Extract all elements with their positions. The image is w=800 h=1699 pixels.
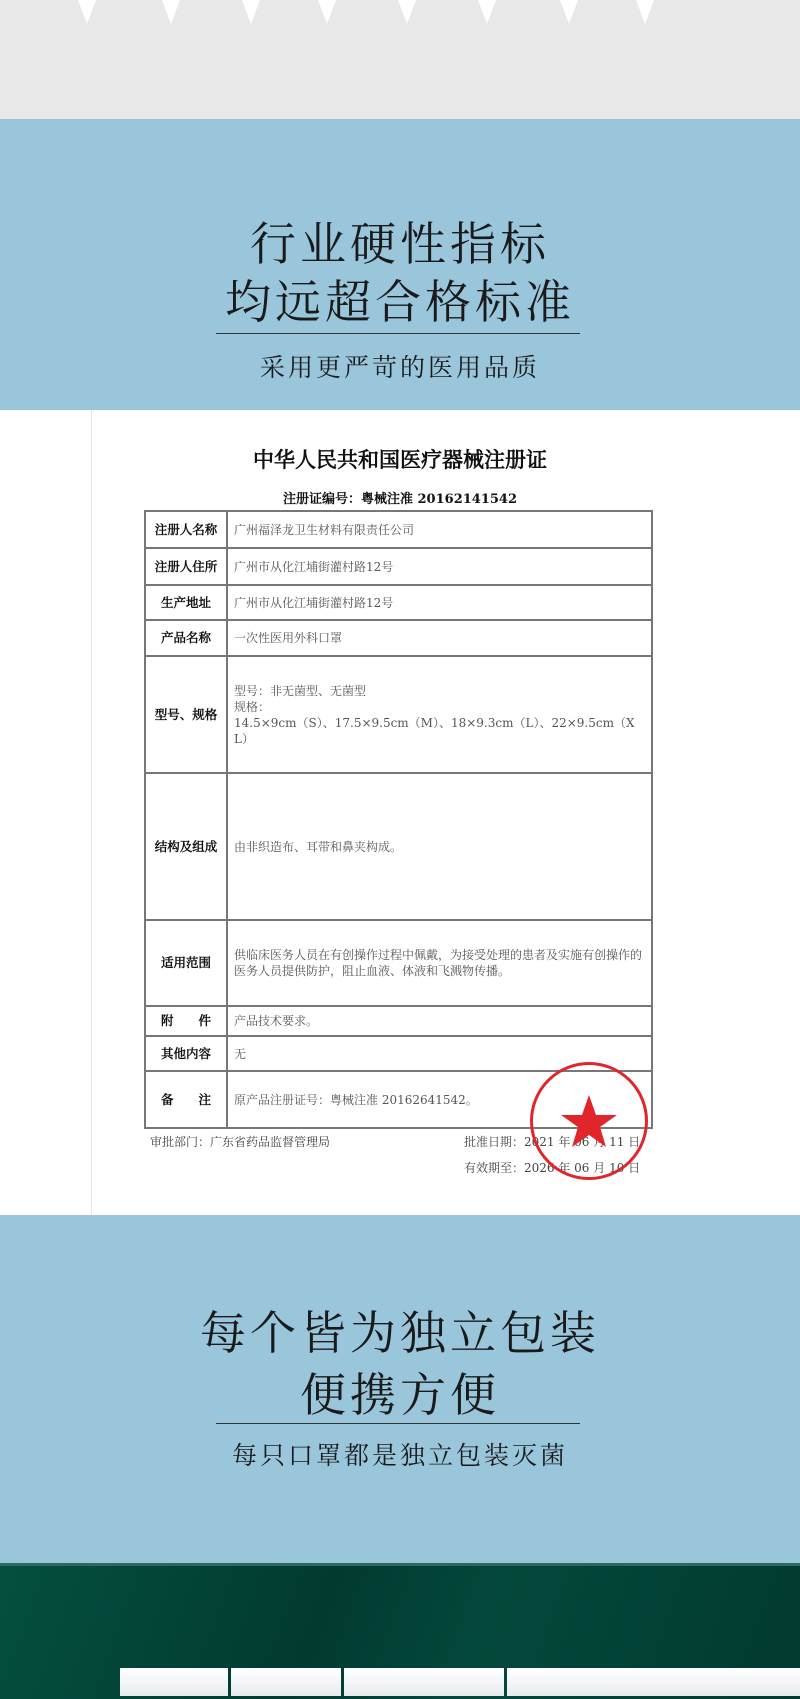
- row-label: 备 注: [145, 1071, 227, 1128]
- valid-until: 有效期至：2026 年 06 月 10 日: [464, 1161, 641, 1175]
- decor-spike: [478, 0, 496, 24]
- decor-spike: [318, 0, 336, 24]
- row-value: 原产品注册证号：粤械注准 20162641542。: [227, 1071, 652, 1128]
- row-value: 广州市从化江埔街灌村路12号: [227, 585, 652, 620]
- row-label: 型号、规格: [145, 656, 227, 773]
- packaging-subtitle: 每只口罩都是独立包装灭菌: [231, 1441, 568, 1470]
- row-value: 型号：非无菌型、无菌型 规格： 14.5×9cm（S）、17.5×9.5cm（M）、18×9.3cm（L）、22×9.5cm（XL）: [227, 656, 652, 773]
- row-label: 结构及组成: [145, 773, 227, 920]
- divider: [216, 1423, 580, 1424]
- decor-spike: [242, 0, 260, 24]
- row-value: 一次性医用外科口罩: [227, 620, 652, 656]
- row-label: 注册人住所: [145, 548, 227, 585]
- row-label: 产品名称: [145, 620, 227, 656]
- certificate-table: [144, 510, 653, 1129]
- table-row: [145, 656, 652, 773]
- approval-department: 审批部门：广东省药品监督管理局: [150, 1135, 331, 1149]
- packaging-title-2: 便携方便: [300, 1368, 500, 1422]
- decor-spike: [398, 0, 416, 24]
- approval-date: 批准日期：2021 年 06 月 11 日: [464, 1135, 641, 1149]
- decor-spike: [162, 0, 180, 24]
- row-value: 供临床医务人员在有创操作过程中佩戴，为接受处理的患者及实施有创操作的医务人员提供防护，阻止血液、体液和飞溅物传播。: [227, 920, 652, 1006]
- official-seal: [530, 1062, 648, 1180]
- packaging-title-1: 每个皆为独立包装: [200, 1306, 600, 1360]
- star-icon: [533, 1065, 645, 1177]
- decor-spike: [636, 0, 654, 24]
- quality-subtitle: 采用更严苛的医用品质: [259, 353, 540, 382]
- decor-spike: [78, 0, 96, 24]
- table-row: [145, 511, 652, 548]
- top-banner: [0, 0, 800, 119]
- table-row: [145, 1006, 652, 1036]
- row-value: 由非织造布、耳带和鼻夹构成。: [227, 773, 652, 920]
- row-value: 广州福泽龙卫生材料有限责任公司: [227, 511, 652, 548]
- row-label: 注册人名称: [145, 511, 227, 548]
- row-value: 广州市从化江埔街灌村路12号: [227, 548, 652, 585]
- row-label: 生产地址: [145, 585, 227, 620]
- product-package: [231, 1668, 341, 1696]
- row-value: 产品技术要求。: [227, 1006, 652, 1036]
- decor-spike: [560, 0, 578, 24]
- table-row: [145, 585, 652, 620]
- quality-title-1: 行业硬性指标: [250, 217, 550, 271]
- table-row: [145, 920, 652, 1006]
- table-row: [145, 548, 652, 585]
- divider: [216, 333, 580, 334]
- row-label: 适用范围: [145, 920, 227, 1006]
- page-edge: [91, 410, 92, 1215]
- product-package: [507, 1668, 800, 1696]
- quality-title-2: 均远超合格标准: [225, 275, 575, 329]
- certificate-title: 中华人民共和国医疗器械注册证: [253, 447, 547, 472]
- row-label: 附 件: [145, 1006, 227, 1036]
- table-row: [145, 773, 652, 920]
- table-row: [145, 620, 652, 656]
- product-package: [120, 1668, 228, 1696]
- product-package: [344, 1668, 504, 1696]
- row-label: 其他内容: [145, 1036, 227, 1071]
- registration-number: 注册证编号：粤械注准 20162141542: [282, 492, 518, 507]
- row-value: 无: [227, 1036, 652, 1071]
